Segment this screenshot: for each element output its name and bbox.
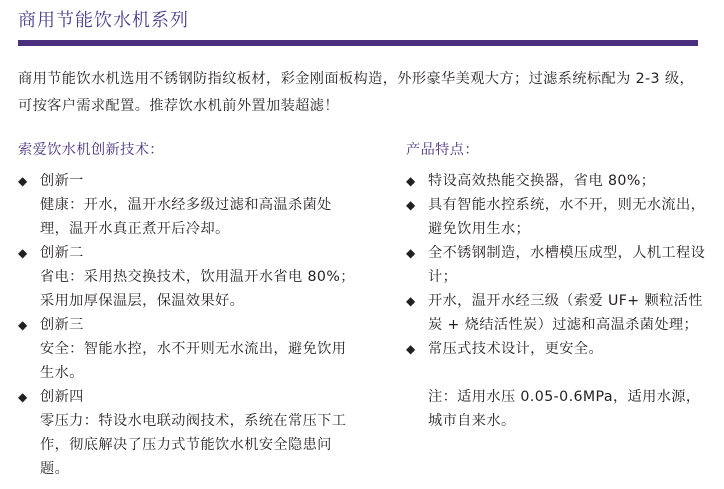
feature-text: 特设高效热能交换器，省电 80%； (428, 173, 656, 189)
innovation-text: 安全：智能水控，水不开则无水流出，避免饮用生水。 (40, 341, 347, 381)
feature-item (406, 289, 706, 337)
title-divider (18, 40, 698, 46)
innovation-title: 创新二 (40, 245, 84, 261)
features-heading: 产品特点： (406, 142, 479, 158)
feature-item (406, 337, 706, 361)
feature-item (406, 169, 706, 193)
innovation-item-1 (18, 169, 358, 193)
diamond-bullet-icon: ◆ (18, 174, 28, 188)
innovation-text: 健康：开水，温开水经多级过滤和高温杀菌处理，温开水真正煮开后冷却。 (40, 197, 332, 237)
diamond-bullet-icon: ◆ (18, 246, 28, 260)
innovation-text: 零压力：特设水电联动阀技术，系统在常压下工作，彻底解决了压力式节能饮水机安全隐患问题。 (40, 413, 347, 477)
innovation-title: 创新三 (40, 317, 84, 333)
feature-item (406, 193, 706, 241)
usage-note: 注：适用水压 0.05-0.6MPa，适用水源，城市自来水。 (428, 389, 701, 429)
feature-text: 全不锈钢制造，水槽模压成型，人机工程设计； (428, 245, 706, 285)
innovation-item-2 (18, 241, 358, 265)
innovation-title: 创新四 (40, 389, 84, 405)
features-column (406, 138, 706, 433)
innovation-item-3 (18, 313, 358, 337)
page-title: 商用节能饮水机系列 (18, 10, 189, 31)
feature-item (406, 241, 706, 289)
diamond-bullet-icon: ◆ (406, 174, 416, 188)
diamond-bullet-icon: ◆ (18, 318, 28, 332)
feature-text: 开水，温开水经三级（索爱 UF+ 颗粒活性炭 + 烧结活性炭）过滤和高温杀菌处理； (428, 293, 703, 333)
innovation-text: 省电：采用热交换技术，饮用温开水省电 80%；采用加厚保温层，保温效果好。 (40, 269, 355, 309)
diamond-bullet-icon: ◆ (406, 246, 416, 260)
diamond-bullet-icon: ◆ (406, 294, 416, 308)
feature-text: 常压式技术设计，更安全。 (428, 341, 604, 357)
diamond-bullet-icon: ◆ (18, 390, 28, 404)
innovation-column (18, 138, 358, 481)
innovation-heading: 索爱饮水机创新技术： (18, 142, 164, 158)
diamond-bullet-icon: ◆ (406, 198, 416, 212)
intro-paragraph: 商用节能饮水机选用不锈钢防指纹板材，彩金刚面板构造，外形豪华美观大方；过滤系统标配为 2-3 级，可按客户需求配置。推荐饮水机前外置加装超滤！ (18, 71, 695, 114)
innovation-item-4 (18, 385, 358, 409)
diamond-bullet-icon: ◆ (406, 342, 416, 356)
feature-text: 具有智能水控系统，水不开，则无水流出，避免饮用生水； (428, 197, 706, 237)
innovation-title: 创新一 (40, 173, 84, 189)
